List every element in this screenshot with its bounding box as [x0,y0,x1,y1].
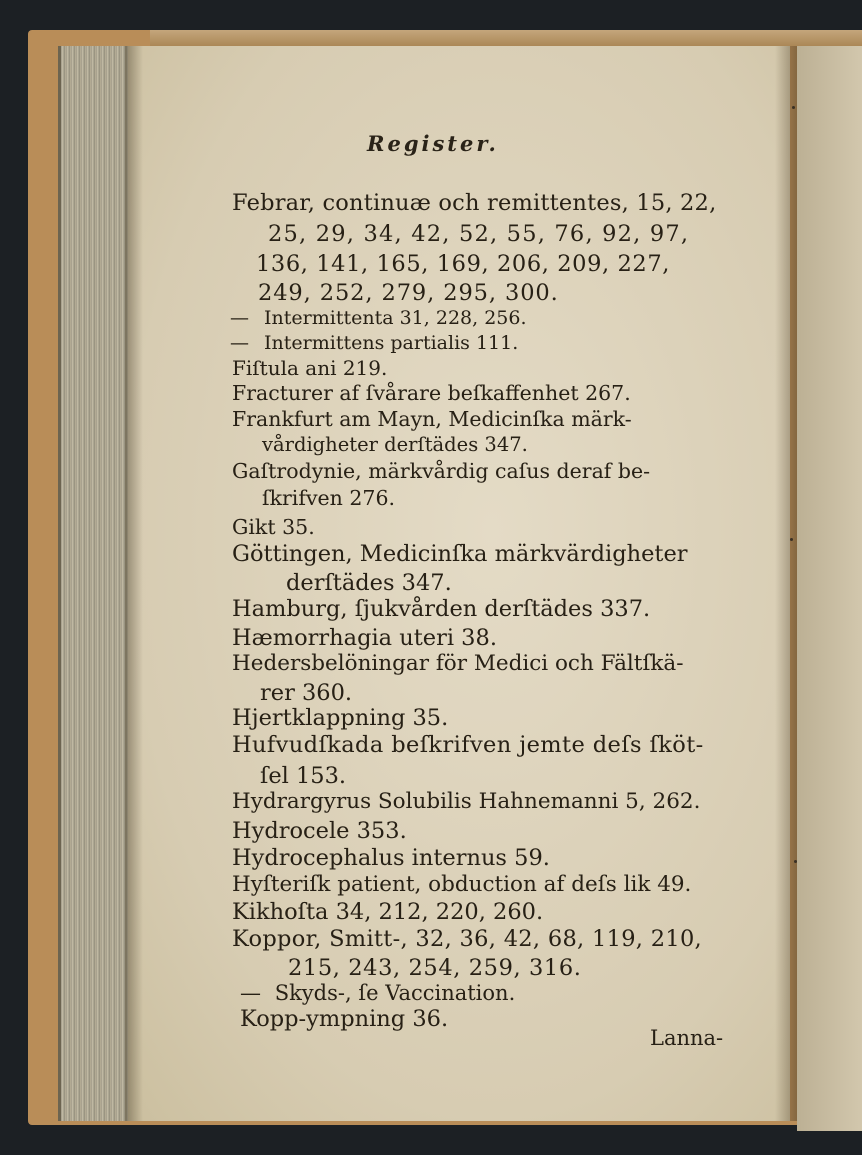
book-cover-top-edge [150,30,862,46]
register-line: Febrar, continuæ och remittentes, 15, 22, [232,190,717,216]
register-line: vårdigheter derſtädes 347. [262,433,528,456]
register-line: Frankfurt am Mayn, Medicinſka märk- [232,407,632,431]
register-line: ſel 153. [260,763,347,789]
register-line: 249, 252, 279, 295, 300. [258,280,559,306]
page-title: Register. [367,131,499,156]
register-line: 136, 141, 165, 169, 206, 209, 227, [256,251,670,277]
register-line-text: Skyds-, ſe Vaccination. [274,981,516,1005]
register-line: 215, 243, 254, 259, 316. [288,955,582,981]
dash-mark: — [230,332,249,354]
facing-page [797,46,862,1131]
register-line: Fracturer af ſvårare beſkaffenhet 267. [232,381,631,405]
register-line: Hydrocele 353. [232,818,407,844]
register-line: Fiſtula ani 219. [232,356,388,380]
dash-mark: — [240,981,261,1005]
register-line-text: Intermittens partialis 111. [264,332,519,354]
register-line: Gikt 35. [232,515,315,539]
ink-speck [794,860,797,863]
register-line: Kopp-ympning 36. [240,1006,449,1032]
register-line: 25, 29, 34, 42, 52, 55, 76, 92, 97, [268,221,690,247]
register-line: Hyſteriſk patient, obduction af deſs lik 49. [232,872,692,897]
register-line: ſkrifven 276. [262,486,396,510]
register-line [230,334,518,353]
catchword: Lanna- [650,1026,724,1050]
register-line: Gaſtrodynie, märkvårdig caſus deraf be- [232,459,651,483]
register-line: Hydrargyrus Solubilis Hahnemanni 5, 262. [232,789,701,814]
register-line: Hydrocephalus internus 59. [232,845,550,871]
register-line [240,983,515,1004]
register-line: Koppor, Smitt-, 32, 36, 42, 68, 119, 210, [232,926,703,952]
ink-speck [790,538,793,541]
register-line: Hamburg, ſjukvården derſtädes 337. [232,596,651,622]
ink-speck [792,106,795,109]
register-line: rer 360. [260,680,353,706]
register-line: Hjertklappning 35. [232,705,449,731]
dash-mark: — [230,307,249,329]
gutter-shadow [775,46,797,1121]
spine-shadow [125,46,143,1121]
register-line: Hufvudſkada beſkrifven jemte deſs ſköt- [232,732,704,758]
register-line: derſtädes 347. [286,570,452,596]
register-line: Kikhoſta 34, 212, 220, 260. [232,899,544,925]
register-line [230,309,527,328]
register-line-text: Intermittenta 31, 228, 256. [264,307,527,329]
register-line: Hedersbelöningar för Medici och Fältſkä- [232,651,684,676]
register-line: Göttingen, Medicinſka märkvärdigheter [232,541,688,567]
register-line: Hæmorrhagia uteri 38. [232,625,497,651]
page-edges [58,46,133,1121]
